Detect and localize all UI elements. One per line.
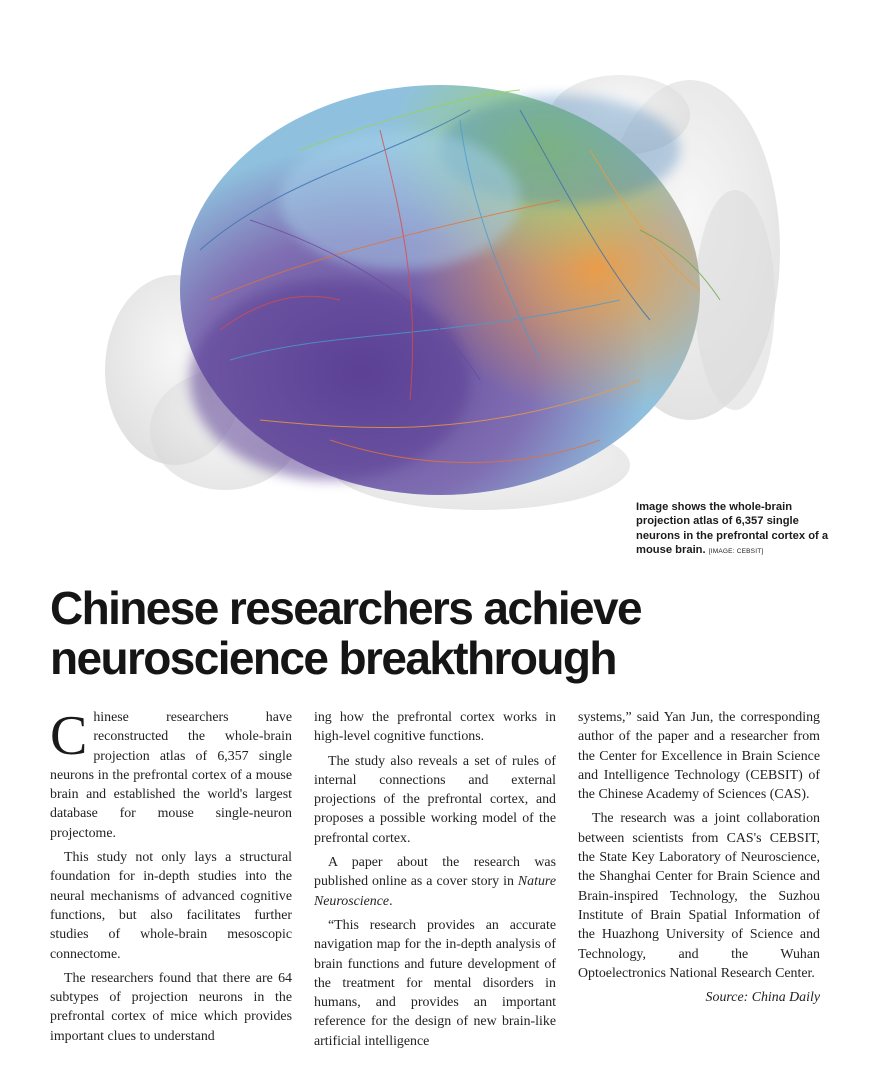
paragraph-5-end: . — [389, 893, 393, 909]
source-credit: Source: China Daily — [705, 990, 820, 1006]
drop-cap: C — [50, 705, 88, 767]
paragraph-4: The study also reveals a set of rules of internal connections and external projections of the prefrontal cortex, and proposes a possible working model of the prefrontal cortex. — [314, 753, 556, 846]
headline: Chinese researchers achieve neuroscience breakthrough — [50, 582, 641, 684]
paragraph-6-end: systems,” said Yan Jun, the corresponding author of the paper and a researcher from the Center for Excellence in Brain Science and Intelligence Technology (CEBSIT) of the Chinese Academy of Sciences (CAS). — [578, 710, 820, 803]
article-column-2 — [314, 708, 556, 1056]
paragraph-2: This study not only lays a structural foundation for in-depth studies into the neural mechanisms of advanced cognitive functions, but also facilitates further studies of whole-brain mesoscopic connectome. — [50, 850, 292, 962]
paragraph-3-end: ing how the prefrontal cortex works in high-level cognitive functions. — [314, 710, 556, 745]
paragraph-6-start: “This research provides an accurate navigation map for the in-depth analysis of brain functions and future development of the treatment for mental disorders in humans, and provides an important reference for the design of new brain-like artificial intelligence — [314, 917, 556, 1049]
image-caption — [636, 500, 836, 560]
paragraph-1 — [50, 705, 292, 843]
paragraph-1-text: hinese researchers have reconstructed the whole-brain projection atlas of 6,357 single neurons in the prefrontal cortex of a mouse brain and established the world's largest database for mouse single-neuron projectome. — [50, 710, 292, 841]
paragraph-3-start: The researchers found that there are 64 subtypes of projection neurons in the prefrontal cortex of mice which provides important clues to understand — [50, 970, 292, 1044]
journal-name: Nature Neuroscience — [314, 874, 556, 909]
article-column-3 — [578, 708, 820, 1007]
article-column-1 — [50, 705, 292, 1051]
paragraph-5-text: A paper about the research was published online as a cover story in — [314, 855, 556, 890]
caption-credit: [IMAGE: CEBSIT] — [708, 548, 764, 556]
paragraph-5 — [314, 853, 556, 911]
caption-text: Image shows the whole-brain projection atlas of 6,357 single neurons in the prefrontal cortex of a mouse brain. — [636, 501, 829, 557]
paragraph-7: The research was a joint collaboration between scientists from CAS's CEBSIT, the State Key Laboratory of Neuroscience, the Shanghai Center for Brain Science and Brain-inspired Technology, the Suzhou Institute of Brain Spatial Information of the Huazhong University of Science and Technology, and the Wuhan Optoelectronics National Research Center. — [578, 811, 820, 981]
